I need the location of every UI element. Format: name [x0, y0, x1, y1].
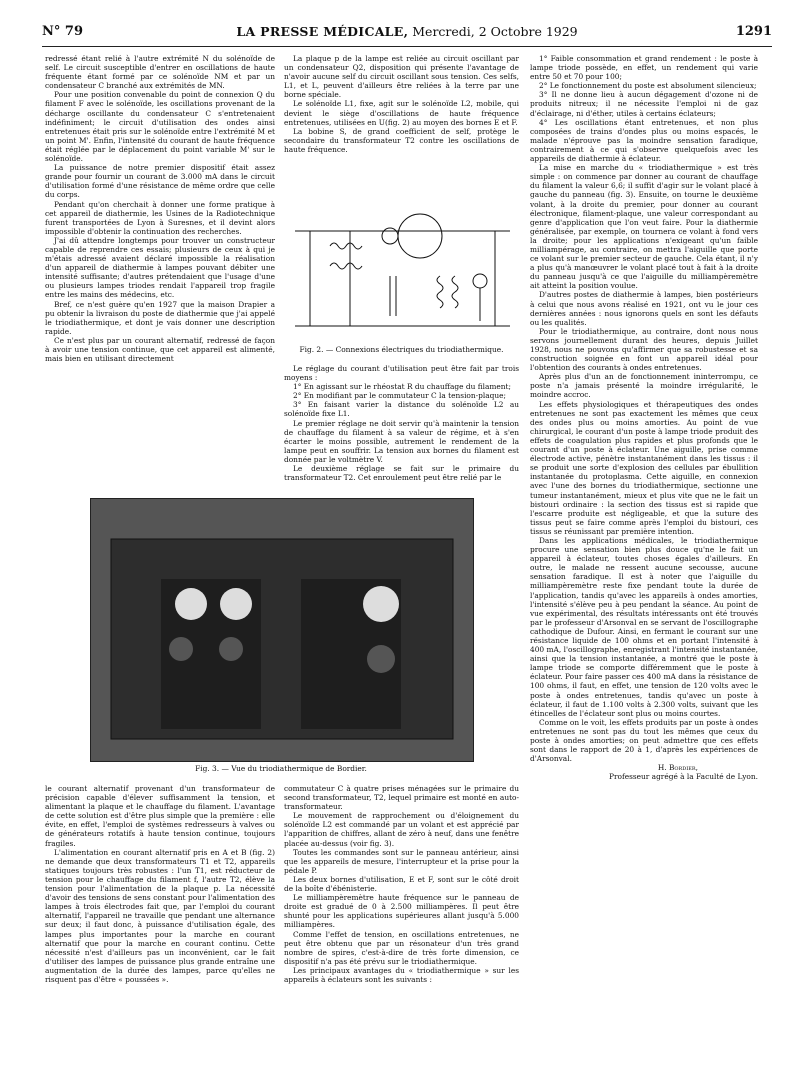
- paragraph: Pendant qu'on cherchait à donner une forme pratique à cet appareil de diathermie, les Usines de la Radiotechnique furent transportées de Lyon à Suresnes, et il devint alors impossible d'obtenir la continuation des recherches.: [45, 199, 275, 236]
- paragraph: Le solénoïde L1, fixe, agit sur le solénoïde L2, mobile, qui devient le siège d'oscillations de haute fréquence entretenues, utilisées en U(fig. 2) au moyen des bornes E et F.: [284, 99, 519, 127]
- column-3: [530, 54, 758, 1054]
- circuit-diagram-figure-2: [290, 206, 515, 341]
- figure-2-caption: Fig. 2. — Connexions électriques du triodiathermique.: [299, 345, 504, 354]
- journal-name: LA PRESSE MÉDICALE,: [236, 24, 409, 39]
- paragraph: La mise en marche du « triodiathermique » est très simple : on commence par donner au courant de chauffage du filament la valeur 6,6; il suffit d'agir sur le volant placé à gauche du panneau (fig. 3). Ensuite, on tourne le deuxième volant, à la droite du premier, pour donner au courant électronique, filament-plaque, une valeur correspondant au genre d'application que l'on veut faire. Pour la diathermie généralisée, par exemple, on tournera ce volant à fond vers la droite; pour les applications n'exigeant qu'un faible milliampérage, au contraire, on mettra l'aiguille que porte ce volant sur le premier secteur de gauche. Cela étant, il n'y a plus qu'à manœuvrer le volant placé tout à fait à la droite du panneau jusqu'à ce que l'aiguille du milliampèremètre ait atteint la position voulue.: [530, 163, 758, 291]
- paragraph: 4° Les oscillations étant entretenues, et non plus composées de trains d'ondes plus ou moins espacés, le malade n'éprouve pas la moindre sensation faradique, contrairement à ce qui s'observe quelquefois avec les appareils de diathermie à éclateur.: [530, 117, 758, 164]
- figure-3-caption: Fig. 3. — Vue du triodiathermique de Bordier.: [195, 764, 367, 773]
- paragraph: Pour une position convenable du point de connexion Q du filament F avec le solénoïde, les oscillations provenant de la décharge oscillante du condensateur C s'entretenaient indéfiniment; le circuit d'utilisation des ondes ainsi entretenues était pris sur le solénoïde entre l'extrémité M et un point M'. Enfin, l'intensité du courant de haute fréquence était réglée par le déplacement du point variable M' sur le solénoïde.: [45, 90, 275, 164]
- paragraph: Les deux bornes d'utilisation, E et F, sont sur le côté droit de la boîte d'ébénisterie.: [284, 874, 519, 894]
- paragraph: Bref, ce n'est guère qu'en 1927 que la maison Drapier a pu obtenir la livraison du poste de diathermie que j'ai appelé le triodiathermique, et dont je vais donner une description rapide.: [45, 299, 275, 336]
- column-2-bottom: [284, 784, 519, 1064]
- paragraph: D'autres postes de diathermie à lampes, bien postérieurs à celui que nous avons réalisé en 1921, ont vu le jour ces dernières années : nous ignorons quels en sont les défauts ou les qualités.: [530, 290, 758, 327]
- paragraph: J'ai dû attendre longtemps pour trouver un constructeur capable de reprendre ces essais; plusieurs de ceux à qui je m'étais adressé avaient déclaré impossible la réalisation d'un appareil de diathermie à lampes pouvant débiter une intensité suffisante; d'autres prétendaient que l'usage d'une ou plusieurs lampes triodes rendait l'appareil trop fragile entre les mains des médecins, etc.: [45, 235, 275, 300]
- paragraph: commutateur C à quatre prises ménagées sur le primaire du second transformateur, T2, lequel primaire est monté en auto-transformateur.: [284, 784, 519, 812]
- paragraph: Les principaux avantages du « triodiathermique » sur les appareils à éclateurs sont les suivants :: [284, 965, 519, 984]
- paragraph: Le premier réglage ne doit servir qu'à maintenir la tension de chauffage du filament à sa valeur de régime, et à s'en écarter le moins possible, autrement le rendement de la lampe peut en souffrir. La tension aux bornes du filament est donnée par le voltmètre V.: [284, 418, 519, 464]
- page-header: [42, 24, 772, 47]
- paragraph: Pour le triodiathermique, au contraire, dont nous nous servons journellement durant des heures, depuis Juillet 1928, nous ne pouvons qu'affirmer que sa robustesse et sa construction soignée en font un appareil idéal pour l'obtention des courants à ondes entretenues.: [530, 326, 758, 373]
- column-2-top: [284, 54, 519, 204]
- paragraph: Après plus d'un an de fonctionnement ininterrompu, ce poste n'a jamais présenté la moindre irrégularité, le moindre accroc.: [530, 372, 758, 400]
- paragraph: Le réglage du courant d'utilisation peut être fait par trois moyens :: [284, 364, 519, 383]
- paragraph: 1° En agissant sur le rhéostat R du chauffage du filament;: [293, 382, 512, 392]
- column-1-top: [45, 54, 275, 484]
- paragraph: Dans les applications médicales, le triodiathermique procure une sensation bien plus douce qu'ne le fait un appareil à éclateur, toutes choses égales d'ailleurs. En outre, le malade ne ressent aucune secousse, aucune sensation faradique. Il est à noter que l'aiguille du milliampèremètre reste fixe pendant toute la durée de l'application, tandis qu'avec les appareils à ondes amorties, l'intensité s'élève peu à peu pendant la séance. Au point de vue expérimental, des résultats intéressants ont été trouvés par le professeur d'Arsonval en se servant de l'oscillographe cathodique de Dufour. Ainsi, en fermant le courant sur une résistance liquide de 100 ohms et en portant l'intensité à 400 mA, l'oscillographe, enregistrant l'intensité instantanée, ainsi que la tension instantanée, a montré que le poste à lampe triode se comporte différemment que le poste à éclateur. Pour faire passer ces 400 mA dans la résistance de 100 ohms, il faut, en effet, une tension de 120 volts avec le poste à ondes entretenues, tandis qu'avec un poste à éclateur, il faut de 1.100 volts à 2.300 volts, suivant que les étincelles de l'éclateur sont plus ou moins courtes.: [530, 535, 758, 718]
- signature-block: [530, 763, 758, 781]
- running-title: [42, 24, 772, 39]
- paragraph: Les effets physiologiques et thérapeutiques des ondes entretenues ne sont pas exactement les mêmes que ceux des ondes plus ou moins amorties. Au point de vue chirurgical, le courant d'un poste à lampe triode produit des effets de coagulation plus rapides et plus profonds que le courant d'un poste à éclateur. Une aiguille, prise comme électrode active, pénètre instantanément dans les tissus : il se produit une sorte d'explosion des cellules par ébullition instantanée du protoplasma. Cette aiguille, en connexion avec l'une des bornes du triodiathermique, sectionne une tumeur instantanément, mieux et plus vite que ne le fait un bistouri ordinaire : la section des tissus est si rapide que l'escarre produite est négligeable, et que la suture des tissus peut se faire comme après l'emploi du bistouri, ces tissus se réunissant par première intention.: [530, 399, 758, 536]
- apparatus-photograph-figure-3: [90, 498, 474, 762]
- paragraph: 3° En faisant varier la distance du solénoïde L2 au solénoïde fixe L1.: [284, 400, 519, 419]
- paragraph: La plaque p de la lampe est reliée au circuit oscillant par un condensateur Q2, disposition qui présente l'avantage de n'avoir aucune self du circuit oscillant sous tension. Ces selfs, L1, et L, peuvent d'ailleurs être reliées à la terre par une borne spéciale.: [284, 54, 519, 100]
- paragraph: Toutes les commandes sont sur le panneau antérieur, ainsi que les appareils de mesure, l'interrupteur et la prise pour la pédale P.: [284, 847, 519, 875]
- paragraph: Ce n'est plus par un courant alternatif, redressé de façon à avoir une tension continue, que cet appareil est alimenté, mais bien en utilisant directement: [45, 335, 275, 364]
- paragraph: 2° Le fonctionnement du poste est absolument silencieux;: [539, 81, 757, 91]
- paragraph: La bobine S, de grand coefficient de self, protège le secondaire du transformateur T2 contre les oscillations de haute fréquence.: [284, 126, 519, 154]
- author-name: H. Bordier,: [657, 763, 698, 773]
- paragraph: Le mouvement de rapprochement ou d'éloignement du solénoïde L2 est commandé par un volant et est apprécié par l'apparition de chiffres, allant de zéro à neuf, dans une fenêtre placée au-dessus (voir fig. 3).: [284, 811, 519, 848]
- paragraph: redressé étant relié à l'autre extrémité N du solénoïde de self. Le circuit susceptible d'entrer en oscillations de haute fréquente étant formé par ce solénoïde NM et par un condensateur C branché aux extrémités de MN.: [45, 54, 275, 91]
- column-2-middle: [284, 364, 519, 492]
- issue-number: N° 79: [42, 24, 83, 39]
- paragraph: le courant alternatif provenant d'un transformateur de précision capable d'élever suffisamment la tension, et alimentant la plaque et le chauffage du filament. L'avantage de cette solution est d'être plus simple que la première : elle évite, en effet, l'emploi de systèmes redresseurs à valves ou de générateurs rotatifs à haute tension continue, toujours fragiles.: [45, 784, 275, 848]
- paragraph: L'alimentation en courant alternatif pris en A et B (fig. 2) ne demande que deux transformateurs T1 et T2, appareils statiques toujours très robustes : l'un T1, est réducteur de tension pour le chauffage du filament f, l'autre T2, élève la tension pour l'alimentation de la plaque p. La nécessité d'avoir des tensions de sens constant pour l'alimentation des lampes à trois électrodes fait que, par l'emploi du courant alternatif, l'appareil ne travaille que pendant une alternance sur deux; il faut donc, à puissance d'utilisation égale, des lampes plus importantes pour la marche en courant alternatif que pour la marche en courant continu. Cette nécessité n'est d'ailleurs pas un inconvénient, car le fait d'utiliser des lampes de puissance plus grande entraîne une augmentation de la durée des lampes, parce qu'elles ne risquent pas d'être « poussées ».: [45, 847, 275, 984]
- paragraph: Le milliampèremètre haute fréquence sur le panneau de droite est gradué de 0 à 2.500 milliampères. Il peut être shunté pour les applications supérieures allant jusqu'à 5.000 milliampères.: [284, 893, 519, 930]
- paragraph: Le deuxième réglage se fait sur le primaire du transformateur T2. Cet enroulement peut être relié par le: [284, 464, 519, 483]
- paragraph: Comme on le voit, les effets produits par un poste à ondes entretenues ne sont pas du tout les mêmes que ceux du poste à ondes amorties; on peut admettre que ces effets sont dans le rapport de 20 à 1, d'après les expériences de d'Arsonval.: [530, 717, 758, 764]
- paragraph: Comme l'effet de tension, en oscillations entretenues, ne peut être obtenu que par un résonateur d'un très grand nombre de spires, c'est-à-dire de très forte dimension, ce dispositif n'a pas été prévu sur le triodiathermique.: [284, 929, 519, 966]
- issue-date: Mercredi, 2 Octobre 1929: [412, 24, 578, 39]
- paragraph: 2° En modifiant par le commutateur C la tension-plaque;: [293, 391, 506, 401]
- paragraph: 3° Il ne donne lieu à aucun dégagement d'ozone ni de produits nitreux; il ne nécessite l'emploi ni de gaz d'éclairage, ni d'éther, utiles à certains éclateurs;: [530, 90, 758, 118]
- column-1-bottom: [45, 784, 275, 1064]
- paragraph: 1° Faible consommation et grand rendement : le poste à lampe triode possède, en effet, un rendement qui varie entre 50 et 70 pour 100;: [530, 54, 758, 82]
- author-affiliation: Professeur agrégé à la Faculté de Lyon.: [609, 772, 758, 782]
- paragraph: La puissance de notre premier dispositif était assez grande pour fournir un courant de 3.000 mA dans le circuit d'utilisation formé d'une résistance de même ordre que celle du corps.: [45, 163, 275, 200]
- page-number: 1291: [735, 24, 772, 39]
